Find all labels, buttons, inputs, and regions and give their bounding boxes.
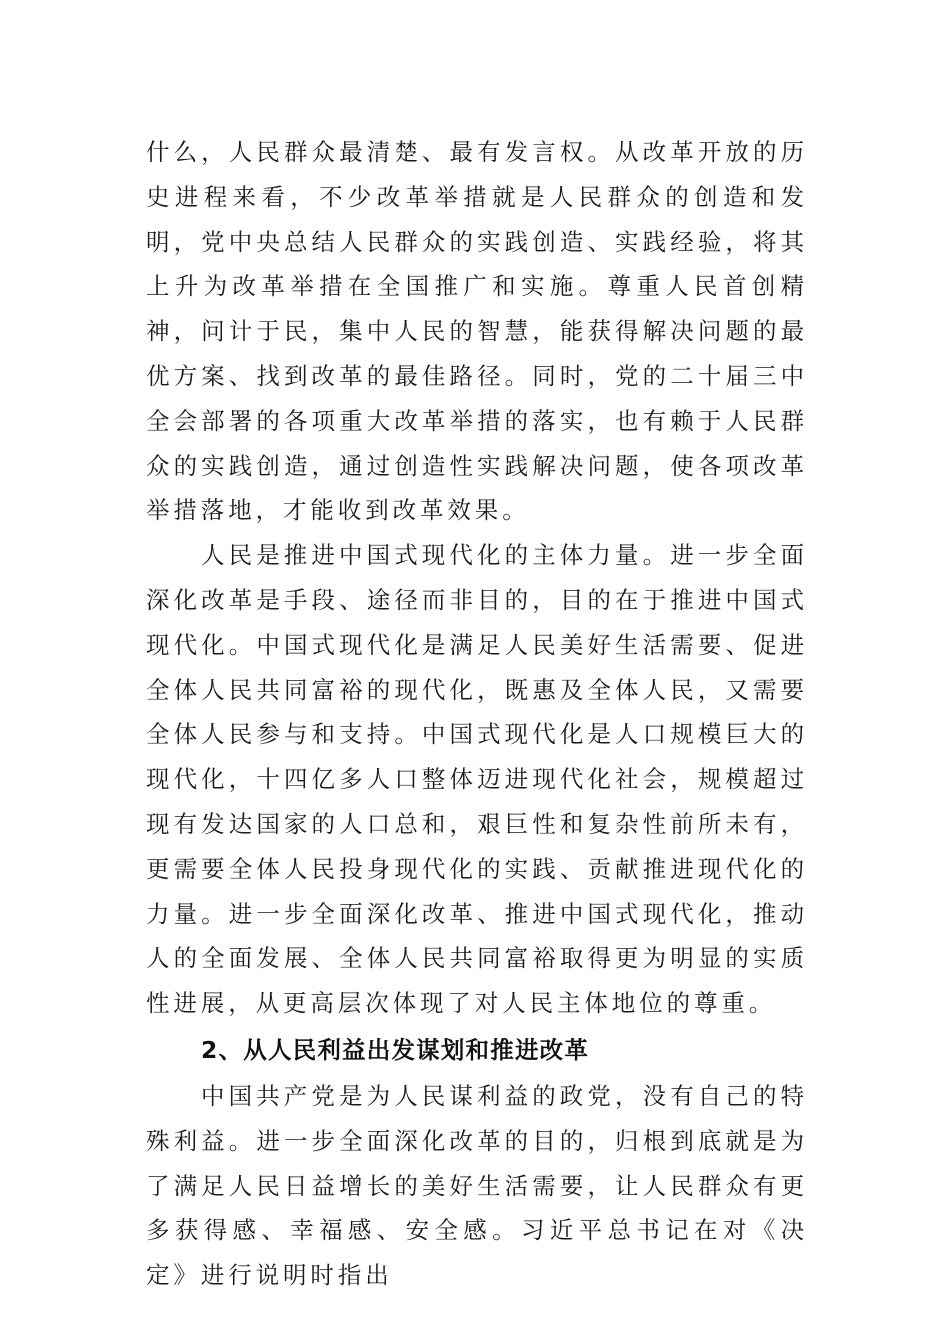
- document-page: [146, 130, 808, 1298]
- paragraph-people-main-force: 人民是推进中国式现代化的主体力量。进一步全面深化改革是手段、途径而非目的，目的在于推进中国式现代化。中国式现代化是满足人民美好生活需要、促进全体人民共同富裕的现代化，既惠及全体人民，又需要全体人民参与和支持。中国式现代化是人口规模巨大的现代化，十四亿多人口整体迈进现代化社会，规模超过现有发达国家的人口总和，艰巨性和复杂性前所未有，更需要全体人民投身现代化的实践、贡献推进现代化的力量。进一步全面深化改革、推进中国式现代化，推动人的全面发展、全体人民共同富裕取得更为明显的实质性进展，从更高层次体现了对人民主体地位的尊重。: [146, 541, 808, 1018]
- section-heading: 2、从人民利益出发谋划和推进改革: [201, 1035, 590, 1064]
- paragraph-party-interests: 中国共产党是为人民谋利益的政党，没有自己的特殊利益。进一步全面深化改革的目的，归根到底就是为了满足人民日益增长的美好生活需要，让人民群众有更多获得感、幸福感、安全感。习近平总书记在对《决定》进行说明时指出: [146, 1081, 808, 1290]
- paragraph-continued: 什么，人民群众最清楚、最有发言权。从改革开放的历史进程来看，不少改革举措就是人民群众的创造和发明，党中央总结人民群众的实践创造、实践经验，将其上升为改革举措在全国推广和实施。尊重人民首创精神，问计于民，集中人民的智慧，能获得解决问题的最优方案、找到改革的最佳路径。同时，党的二十届三中全会部署的各项重大改革举措的落实，也有赖于人民群众的实践创造，通过创造性实践解决问题，使各项改革举措落地，才能收到改革效果。: [146, 138, 808, 525]
